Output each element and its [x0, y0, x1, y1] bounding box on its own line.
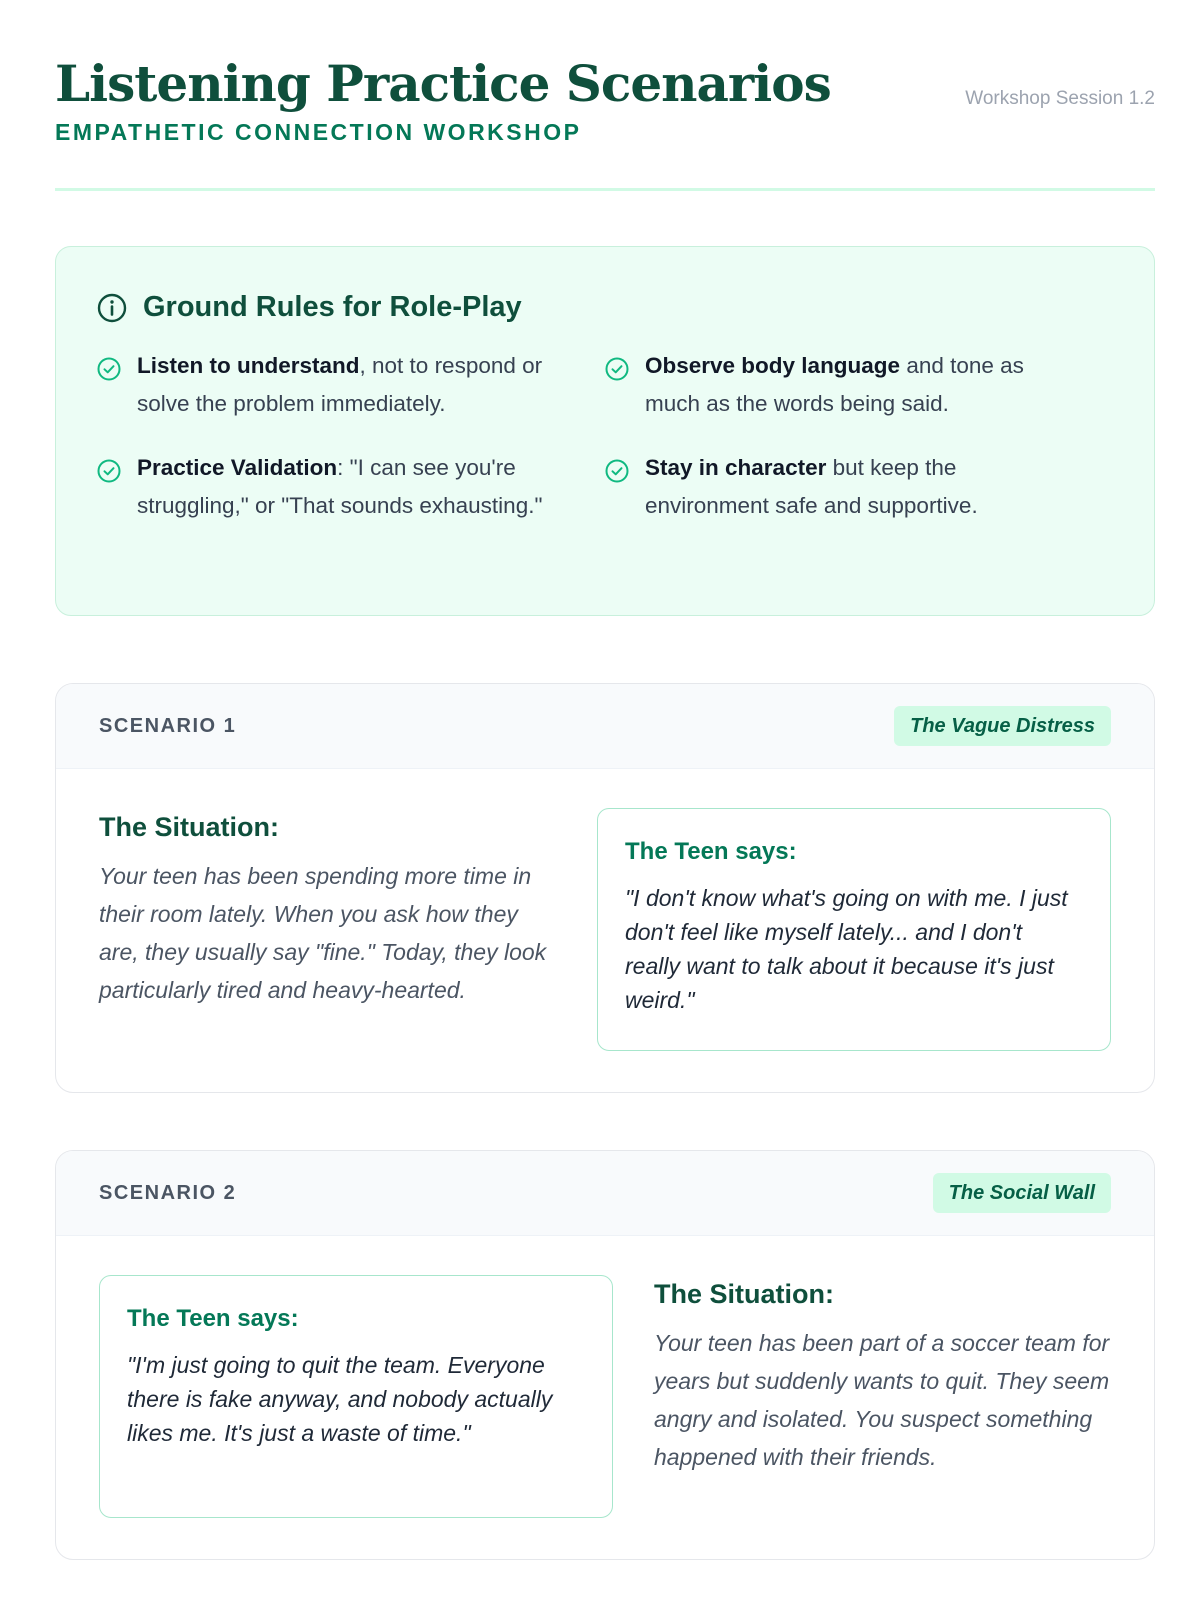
- rule-item: [605, 347, 1085, 423]
- scenario-card: [55, 1150, 1155, 1560]
- rule-text: Stay in character but keep the environment safe and supportive.: [645, 455, 978, 518]
- situation-text: Your teen has been spending more time in their room lately. When you ask how they are, they usually say "fine." Today, they look particularly tired and heavy-hearted.: [99, 863, 547, 1003]
- info-icon: [97, 293, 127, 323]
- quote-heading: The Teen says:: [625, 838, 797, 865]
- check-circle-icon: [97, 459, 121, 483]
- situation-text: Your teen has been part of a soccer team for years but suddenly wants to quit. They seem angry and isolated. You suspect something happened with their friends.: [654, 1330, 1110, 1470]
- scenario-header: [56, 684, 1154, 769]
- rule-item: [605, 449, 1085, 525]
- ground-rules-heading: [97, 291, 522, 324]
- situation-block: [99, 807, 549, 1009]
- quote-text: "I don't know what's going on with me. I just don't feel like myself lately... and I don't really want to talk about it because it's just weird.": [625, 885, 1068, 1013]
- rule-item: [97, 347, 577, 423]
- scenario-label: SCENARIO 1: [99, 715, 237, 737]
- scenario-tag: The Vague Distress: [894, 706, 1111, 746]
- situation-heading: The Situation:: [654, 1279, 834, 1309]
- ground-rules-title: Ground Rules for Role-Play: [143, 291, 522, 323]
- situation-block: [654, 1274, 1114, 1476]
- check-circle-icon: [97, 357, 121, 381]
- check-circle-icon: [605, 459, 629, 483]
- rule-text: Listen to understand, not to respond or solve the problem immediately.: [137, 353, 543, 416]
- page-title: Listening Practice Scenarios: [55, 54, 831, 113]
- scenario-tag: The Social Wall: [933, 1173, 1111, 1213]
- session-label: Workshop Session 1.2: [965, 88, 1155, 109]
- check-circle-icon: [605, 357, 629, 381]
- quote-heading: The Teen says:: [127, 1305, 299, 1332]
- page-subtitle: EMPATHETIC CONNECTION WORKSHOP: [55, 119, 582, 145]
- page-header: [55, 50, 1155, 190]
- scenario-label: SCENARIO 2: [99, 1182, 237, 1204]
- ground-rules-panel: [55, 246, 1155, 616]
- teen-quote-box: [99, 1275, 613, 1518]
- header-divider: [55, 188, 1155, 191]
- scenario-header: [56, 1151, 1154, 1236]
- rule-item: [97, 449, 577, 525]
- rule-text: Observe body language and tone as much as the words being said.: [645, 353, 1024, 416]
- teen-quote-box: [597, 808, 1111, 1051]
- rule-text: Practice Validation: "I can see you're struggling," or "That sounds exhausting.": [137, 455, 543, 518]
- situation-heading: The Situation:: [99, 812, 279, 842]
- scenario-card: [55, 683, 1155, 1093]
- quote-text: "I'm just going to quit the team. Everyone there is fake anyway, and nobody actually likes me. It's just a waste of time.": [127, 1352, 553, 1446]
